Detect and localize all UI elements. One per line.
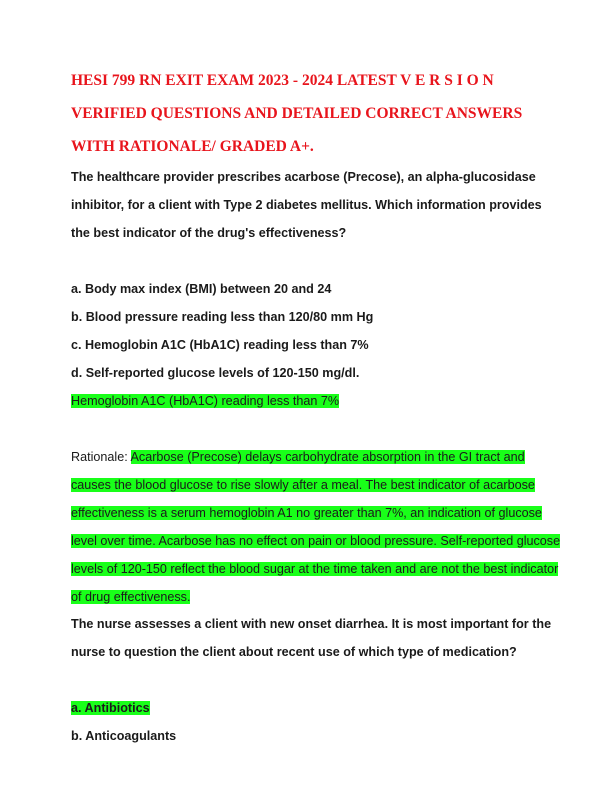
question-1-stem-line-1: The healthcare provider prescribes acarbose (Precose), an alpha-glucosidase [71,170,536,184]
question-1-stem-line-3: the best indicator of the drug's effectiveness? [71,226,347,240]
rationale-text-3: effectiveness is a serum hemoglobin A1 no greater than 7%, an indication of glucose [71,506,542,520]
question-1-rationale-line-5 [71,561,558,577]
question-1-option-c: c. Hemoglobin A1C (HbA1C) reading less than 7% [71,338,369,352]
question-1-stem-line-2: inhibitor, for a client with Type 2 diabetes mellitus. Which information provides [71,198,542,212]
rationale-text-6: of drug effectiveness. [71,590,191,604]
question-1-rationale-line-4 [71,533,560,549]
document-title-line-1: HESI 799 RN EXIT EXAM 2023 - 2024 LATEST V E R S I O N [71,72,494,89]
rationale-text-5: levels of 120-150 reflect the blood sugar at the time taken and are not the best indicator [71,562,559,576]
question-1-rationale-line-1 [71,449,525,465]
rationale-text-4: level over time. Acarbose has no effect on pain or blood pressure. Self-reported glucose [71,534,561,548]
question-2-option-a [71,700,150,716]
rationale-text-2: causes the blood glucose to rise slowly after a meal. The best indicator of acarbose [71,478,535,492]
question-1-rationale-line-3 [71,505,542,521]
question-1-answer [71,393,339,409]
question-1-answer-highlight: Hemoglobin A1C (HbA1C) reading less than 7% [71,394,340,408]
rationale-text-1: Acarbose (Precose) delays carbohydrate absorption in the GI tract and [130,450,525,464]
document-title-line-2: VERIFIED QUESTIONS AND DETAILED CORRECT ANSWERS [71,105,523,122]
question-2-stem-line-1: The nurse assesses a client with new onset diarrhea. It is most important for the [71,617,552,631]
question-2-option-b: b. Anticoagulants [71,729,177,743]
rationale-label: Rationale: [71,450,131,464]
question-1-option-a: a. Body max index (BMI) between 20 and 24 [71,282,332,296]
question-1-option-b: b. Blood pressure reading less than 120/80 mm Hg [71,310,374,324]
document-title-line-3: WITH RATIONALE/ GRADED A+. [71,138,314,155]
question-2-stem-line-2: nurse to question the client about recent use of which type of medication? [71,645,517,659]
question-1-rationale-line-2 [71,477,535,493]
question-1-rationale-line-6 [71,589,190,605]
question-2-option-a-highlight: a. Antibiotics [71,701,150,715]
question-1-option-d: d. Self-reported glucose levels of 120-150 mg/dl. [71,366,360,380]
